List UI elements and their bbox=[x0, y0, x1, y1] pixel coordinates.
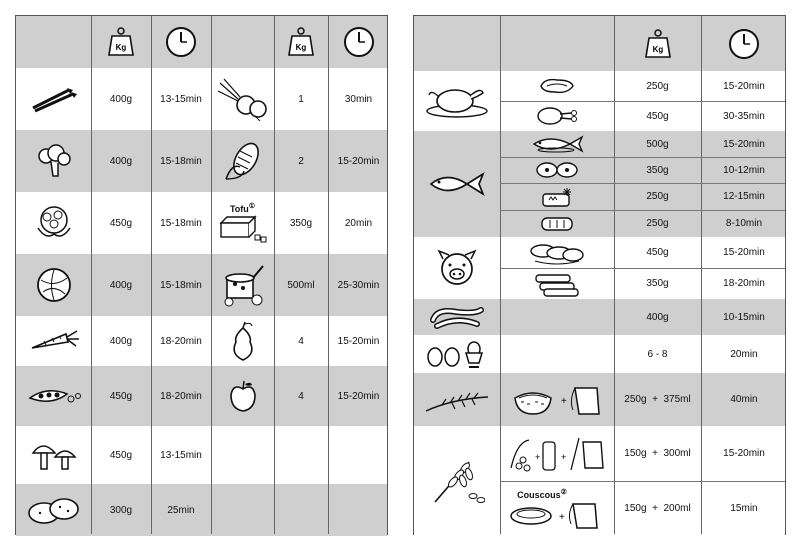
amount-value: 150g + 300ml bbox=[624, 448, 691, 459]
chicken-breast-icon bbox=[500, 71, 614, 101]
left-steaming-table bbox=[15, 15, 388, 535]
amount-value: 400g bbox=[646, 311, 669, 323]
time-value: 8-10min bbox=[725, 218, 763, 229]
pig-icon bbox=[414, 237, 500, 299]
time-value: 15-20min bbox=[337, 155, 380, 167]
right-steaming-table bbox=[413, 15, 786, 535]
time-value: 18-20min bbox=[160, 390, 202, 402]
amount-value: 6 - 8 bbox=[647, 348, 668, 360]
roast-chicken-icon bbox=[414, 71, 500, 131]
footnote-marker: ① bbox=[248, 202, 256, 210]
amount-value: 2 bbox=[298, 155, 304, 167]
rice-plant-icon bbox=[414, 373, 500, 426]
corn-icon bbox=[211, 130, 274, 192]
time-value: 18-20min bbox=[723, 278, 765, 289]
kg-label: Kg bbox=[652, 44, 663, 54]
amount-value: 450g bbox=[109, 390, 133, 402]
chicken-leg-icon bbox=[500, 101, 614, 131]
fish-steak-icon bbox=[500, 157, 614, 183]
apple-icon bbox=[211, 366, 274, 426]
time-value: 10-15min bbox=[723, 311, 765, 323]
amount-value: 350g bbox=[646, 278, 669, 289]
time-value: 15-20min bbox=[337, 390, 380, 402]
time-value: 15-18min bbox=[160, 279, 202, 291]
peas-icon bbox=[16, 366, 91, 426]
soup-pot-icon bbox=[211, 254, 274, 316]
amount-value: 250g bbox=[646, 218, 669, 229]
amount-value: 4 bbox=[298, 390, 304, 402]
amount-value: 500g bbox=[646, 138, 669, 150]
potatoes-icon bbox=[16, 484, 91, 536]
broccoli-icon bbox=[16, 130, 91, 192]
time-value: 15-20min bbox=[723, 247, 765, 258]
time-value: 15-20min bbox=[723, 138, 765, 150]
time-value: 13-15min bbox=[160, 449, 202, 461]
kg-weight-icon bbox=[614, 16, 701, 71]
carrot-icon bbox=[16, 316, 91, 366]
amount-value: 150g + 200ml bbox=[624, 503, 691, 514]
fish-icon bbox=[414, 131, 500, 237]
kg-weight-icon bbox=[274, 16, 328, 68]
time-value: 15-20min bbox=[723, 80, 765, 92]
time-value: 13-15min bbox=[160, 93, 202, 105]
couscous-plus-water-icon bbox=[500, 481, 614, 536]
footnote-marker: ② bbox=[560, 488, 567, 496]
time-value: 18-20min bbox=[160, 335, 202, 347]
time-value: 40min bbox=[730, 394, 758, 405]
amount-value: 250g + 375ml bbox=[624, 394, 691, 405]
amount-value: 450g bbox=[109, 217, 133, 229]
tofu-icon bbox=[211, 192, 274, 254]
time-value: 25-30min bbox=[337, 279, 380, 291]
mushrooms-icon bbox=[16, 426, 91, 484]
amount-value: 400g bbox=[109, 93, 133, 105]
amount-value: 300g bbox=[109, 504, 133, 516]
time-value: 20min bbox=[344, 217, 373, 229]
pear-icon bbox=[211, 316, 274, 366]
amount-value: 250g bbox=[646, 191, 669, 202]
amount-value: 450g bbox=[646, 110, 669, 122]
rice-bowl-plus-water-icon bbox=[500, 373, 614, 426]
svg-text:+: + bbox=[559, 511, 565, 523]
wheat-icon bbox=[414, 426, 500, 536]
amount-value: 250g bbox=[646, 80, 669, 92]
tofu-label: Tofu bbox=[229, 203, 249, 214]
couscous-label: Couscous bbox=[517, 489, 561, 500]
beetroot-icon bbox=[211, 68, 274, 130]
pork-slices-icon bbox=[500, 237, 614, 268]
amount-value: 450g bbox=[109, 449, 133, 461]
amount-value: 400g bbox=[109, 335, 133, 347]
time-value: 15-20min bbox=[337, 335, 380, 347]
svg-text:+: + bbox=[561, 395, 567, 407]
time-value: 30-35min bbox=[723, 110, 765, 122]
kg-label: Kg bbox=[295, 43, 307, 52]
time-value: 15min bbox=[730, 503, 758, 514]
amount-value: 450g bbox=[646, 247, 669, 258]
clock-icon bbox=[328, 16, 389, 68]
time-value: 15-18min bbox=[160, 217, 202, 229]
time-value: 12-15min bbox=[723, 191, 765, 202]
eggs-icon bbox=[414, 335, 500, 373]
clock-icon bbox=[701, 16, 787, 71]
amount-value: 4 bbox=[298, 335, 304, 347]
cauliflower-icon bbox=[16, 192, 91, 254]
time-value: 15-18min bbox=[160, 155, 202, 167]
amount-value: 1 bbox=[298, 93, 304, 105]
amount-value: 350g bbox=[646, 164, 669, 176]
fish-fillet-icon bbox=[500, 210, 614, 237]
kg-label: Kg bbox=[115, 43, 127, 52]
cabbage-icon bbox=[16, 254, 91, 316]
time-value: 15-20min bbox=[723, 448, 765, 459]
clock-icon bbox=[151, 16, 211, 68]
frozen-fish-icon bbox=[500, 183, 614, 210]
time-value: 20min bbox=[730, 348, 758, 360]
amount-value: 400g bbox=[109, 155, 133, 167]
amount-value: 400g bbox=[109, 279, 133, 291]
time-value: 30min bbox=[344, 93, 373, 105]
time-value: 25min bbox=[167, 504, 195, 516]
amount-value: 500ml bbox=[287, 279, 315, 291]
whole-fish-icon bbox=[500, 131, 614, 157]
kg-weight-icon bbox=[91, 16, 151, 68]
sausage-icon bbox=[414, 299, 500, 335]
svg-text:+: + bbox=[561, 451, 567, 462]
pasta-plus-water-icon bbox=[500, 426, 614, 481]
pork-ribs-icon bbox=[500, 268, 614, 299]
asparagus-icon bbox=[16, 68, 91, 130]
time-value: 10-12min bbox=[723, 164, 765, 176]
amount-value: 350g bbox=[289, 217, 313, 229]
svg-text:+: + bbox=[535, 451, 541, 462]
